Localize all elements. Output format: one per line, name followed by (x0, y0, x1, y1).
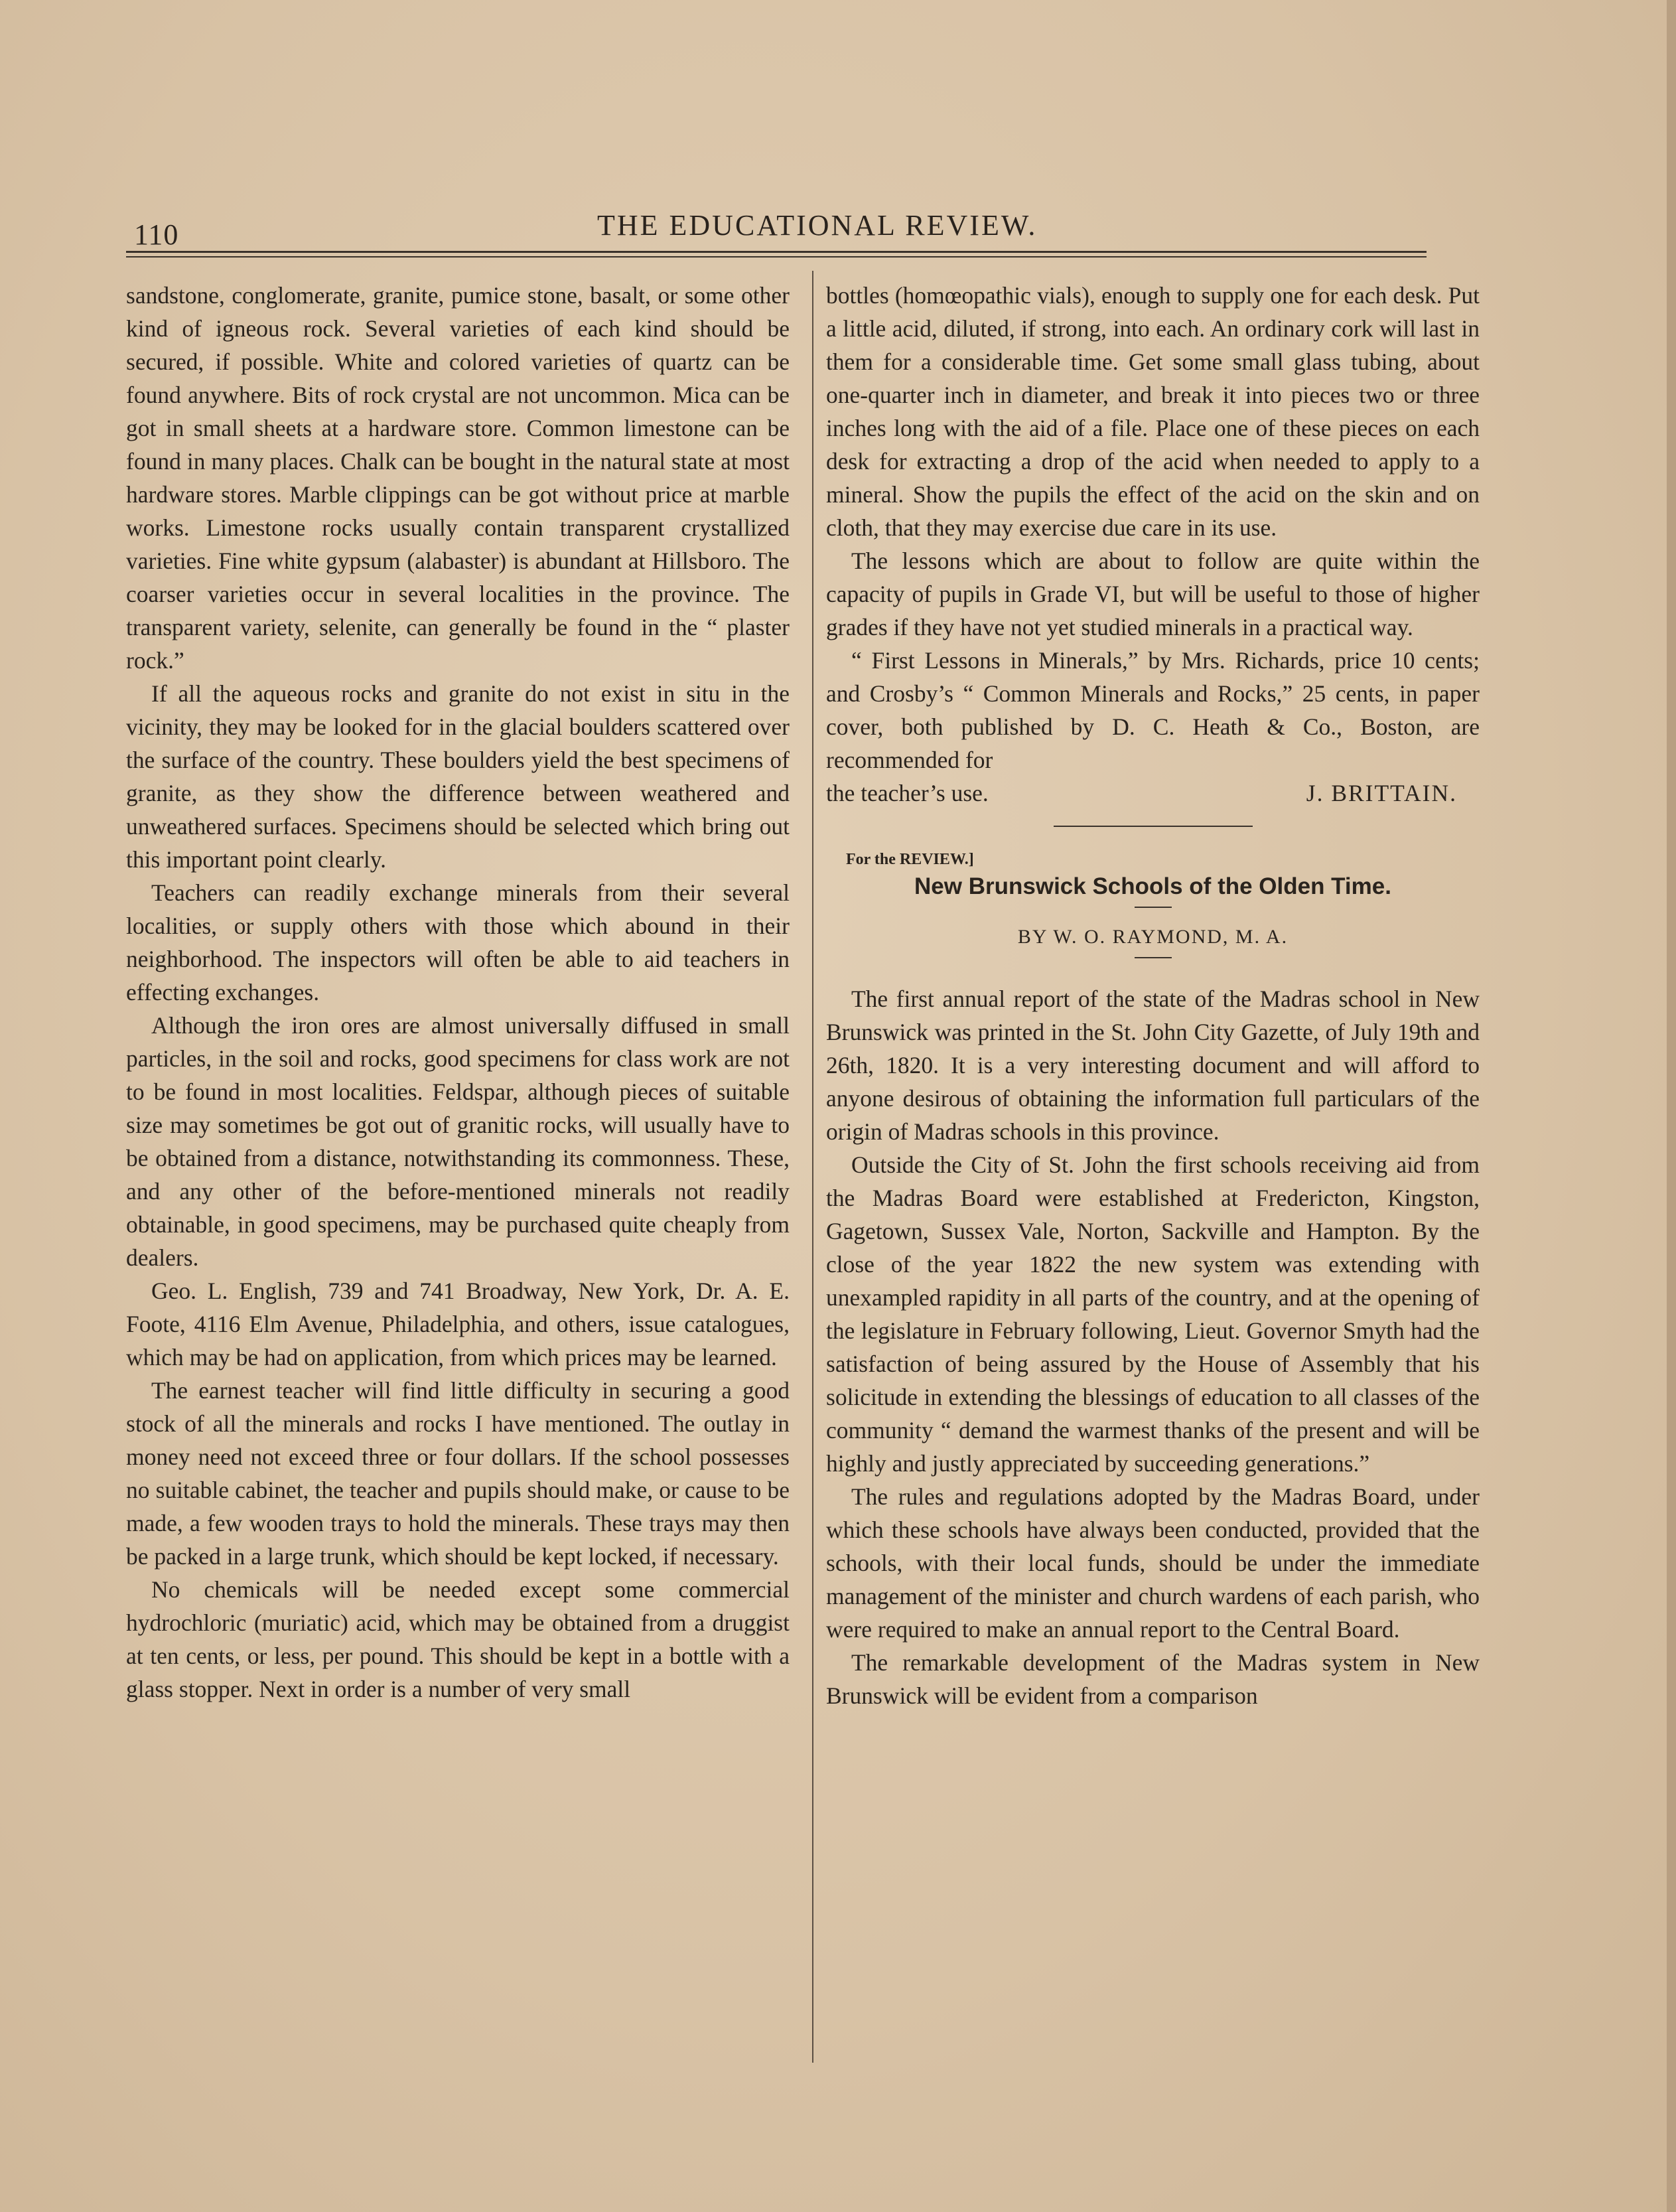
column-divider (812, 271, 813, 2063)
paragraph: The first annual report of the state of the Madras school in New Brunswick was printed in the St. John City Gazette, of July 19th and 26th, 1820. It is a very interesting document and will afford to anyone desirous of obtaining the information full particulars of the origin of Madras schools in this province. (826, 986, 1480, 1145)
page-number: 110 (134, 218, 179, 251)
closing-line: the teacher’s use. (826, 780, 989, 806)
author-signature: J. BRITTAIN. (1306, 780, 1457, 806)
signature-line (826, 776, 1480, 810)
article-byline: BY W. O. RAYMOND, M. A. (1017, 926, 1289, 948)
header-rule-top (126, 251, 1427, 253)
article-title: New Brunswick Schools of the Olden Time. (914, 873, 1391, 899)
paragraph: Outside the City of St. John the first schools receiving aid from the Madras Board were established at Fredericton, Kingston, Gagetown, Sussex Vale, Norton, Sackville and Hampton. By the close of the year 1822 the new system was extending with unexampled rapidity in all parts of the country, and at the opening of the legislature in February following, Lieut. Governor Smyth had the satisfaction of being assured by the House of Assembly that his solicitude in extending the blessings of education to all classes of the community “ demand the warmest thanks of the present and will be highly and justly appreciated by succeeding generations.” (826, 1151, 1480, 1477)
right-column (826, 279, 1480, 1712)
paragraph: No chemicals will be needed except some commercial hydrochloric (muriatic) acid, which may be obtained from a druggist at ten cents, or less, per pound. This should be kept in a bottle with a glass stopper. Next in order is a number of very small (126, 1576, 790, 1702)
title-divider (1135, 907, 1172, 908)
paragraph: The remarkable development of the Madras system in New Brunswick will be evident from a comparison (826, 1649, 1480, 1709)
paragraph: bottles (homœopathic vials), enough to supply one for each desk. Put a little acid, diluted, if strong, into each. An ordinary cork will last in them for a considerable time. Get some small glass tubing, about one-quarter inch in diameter, and break it into pieces two or three inches long with the aid of a file. Place one of these pieces on each desk for extracting a drop of the acid when needed to apply to a mineral. Show the pupils the effect of the acid on the skin and on cloth, that they may exercise due care in its use. (826, 282, 1480, 541)
journal-title: THE EDUCATIONAL REVIEW. (597, 209, 1038, 242)
page-header (126, 199, 1427, 251)
paragraph: If all the aqueous rocks and granite do not exist in situ in the vicinity, they may be looked for in the glacial boulders scattered over the surface of the country. These boulders yield the best specimens of granite, as they show the difference between weathered and unweathered surfaces. Specimens should be selected which bring out this important point clearly. (126, 680, 790, 873)
page-edge (1667, 0, 1676, 2212)
paragraph: sandstone, conglomerate, granite, pumice stone, basalt, or some other kind of igneous rock. Several varieties of each kind should be secured, if possible. White and colored varieties of quartz can be found anywhere. Bits of rock crystal are not uncommon. Mica can be got in small sheets at a hardware store. Common limestone can be found in many places. Chalk can be bought in the natural state at most hardware stores. Marble clippings can be got without price at marble works. Limestone rocks usually contain transparent crystallized varieties. Fine white gypsum (alabaster) is abundant at Hillsboro. The coarser varieties occur in several localities in the province. The transparent variety, selenite, can generally be found in the “ plaster rock.” (126, 282, 790, 674)
paragraph: Geo. L. English, 739 and 741 Broadway, New York, Dr. A. E. Foote, 4116 Elm Avenue, Philadelphia, and others, issue catalogues, which may be had on application, from which prices may be learned. (126, 1278, 790, 1370)
byline-divider (1135, 957, 1172, 958)
section-divider (1054, 826, 1253, 827)
paragraph: The lessons which are about to follow are quite within the capacity of pupils in Grade VI, but will be useful to those of higher grades if they have not yet studied minerals in a practical way. (826, 548, 1480, 640)
paragraph: “ First Lessons in Minerals,” by Mrs. Richards, price 10 cents; and Crosby’s “ Common Minerals and Rocks,” 25 cents, in paper cover, both published by D. C. Heath & Co., Boston, are recommended for (826, 647, 1480, 773)
header-rule-bottom (126, 256, 1427, 258)
for-review-note: For the REVIEW.] (846, 851, 974, 868)
paragraph: The earnest teacher will find little difficulty in securing a good stock of all the minerals and rocks I have mentioned. The outlay in money need not exceed three or four dollars. If the school possesses no suitable cabinet, the teacher and pupils should make, or cause to be made, a few wooden trays to hold the minerals. These trays may then be packed in a large trunk, which should be kept locked, if necessary. (126, 1377, 790, 1570)
left-column (126, 279, 790, 1706)
paragraph: Although the iron ores are almost universally diffused in small particles, in the soil and rocks, good specimens for class work are not to be found in most localities. Feldspar, although pieces of suitable size may sometimes be got out of granitic rocks, will usually have to be obtained from a distance, notwithstanding its commonness. These, and any other of the before-mentioned minerals not readily obtainable, in good specimens, may be purchased quite cheaply from dealers. (126, 1012, 790, 1271)
paragraph: The rules and regulations adopted by the Madras Board, under which these schools have always been conducted, provided that the schools, with their local funds, should be under the immediate management of the minister and church wardens of each parish, who were required to make an annual report to the Central Board. (826, 1483, 1480, 1643)
paragraph: Teachers can readily exchange minerals from their several localities, or supply others with those which abound in their neighborhood. The inspectors will often be able to aid teachers in effecting exchanges. (126, 879, 790, 1005)
